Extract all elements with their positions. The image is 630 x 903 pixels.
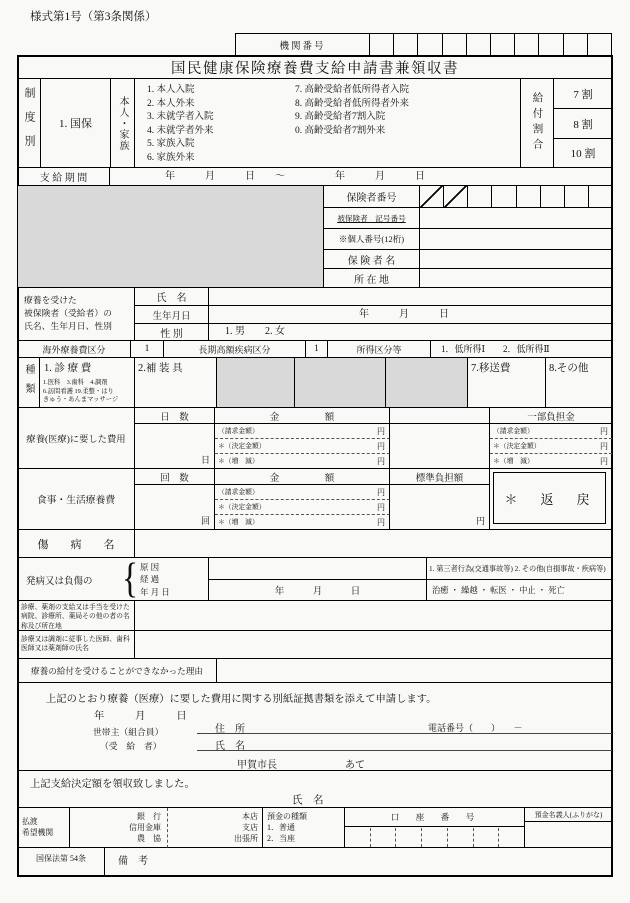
claim-label: （請求金額）	[218, 428, 259, 435]
bank-type: 銀 行	[137, 812, 161, 821]
benefit-ratio-label-text: 給付割合	[531, 92, 543, 154]
henrei-cell	[490, 469, 612, 530]
doctor-label-line: 診療又は調剤に従事した医師、歯科	[21, 636, 130, 643]
count-unit-label: 回	[200, 516, 210, 526]
onset-cause-options: 1. 第三者行為(交通事故等) 2. その他(自損事故・疾病等)	[427, 558, 612, 580]
type-item-1-note	[43, 379, 118, 405]
onset-label: 発病又は負傷の	[26, 577, 93, 587]
onset-progress-label: 経 過	[140, 574, 160, 585]
mayor-label: 甲賀市長	[237, 760, 277, 771]
digit-cell	[370, 34, 394, 55]
shaded-area	[18, 186, 324, 288]
henrei-box: ＊ 返 戻	[493, 472, 606, 524]
option-item: 7. 高齢受給者低所得者入院	[295, 85, 410, 95]
account-type-options	[263, 808, 345, 848]
onset-date-label: 年 月 日	[140, 586, 170, 597]
meal-claim-row	[215, 485, 390, 500]
insured-symbol-value-field	[420, 208, 612, 229]
account-type-line: 2．当座	[267, 834, 295, 843]
ratio-10: 10 割	[554, 139, 612, 168]
application-date-field: 年 月 日	[94, 711, 187, 722]
meal-adjust-row	[215, 515, 390, 530]
receipt-section	[18, 771, 612, 808]
digit-cell	[499, 828, 524, 847]
yen-label: 円	[377, 503, 385, 512]
digit-cell	[345, 828, 371, 847]
account-holder-cell	[525, 808, 612, 848]
digit-cell	[517, 186, 541, 207]
burden-decided-row	[490, 439, 612, 454]
income-category-value: 1．低所得Ⅰ 2．低所得Ⅱ	[431, 341, 612, 358]
system-options-right	[295, 84, 409, 138]
system-options-left	[147, 84, 214, 166]
yen-label: 円	[377, 518, 385, 527]
address-label: 住 所	[215, 724, 245, 735]
digit-cell-slash	[444, 186, 468, 207]
personal-number-value-field	[420, 229, 612, 250]
onset-outcome-options: 治癒 ・ 繰越 ・ 転医 ・ 中止 ・ 死亡	[427, 580, 612, 601]
digit-cell	[467, 34, 491, 55]
patient-label-line: 療養を受けた	[24, 295, 77, 305]
account-number-label: 口 座 番 号	[345, 808, 524, 827]
claim-label: （請求金額）	[493, 428, 534, 435]
patient-birth-label: 生年月日	[135, 306, 209, 324]
insurer-digit-row	[420, 186, 612, 207]
phone-label: 電話番号（ ） －	[428, 723, 523, 733]
form-style-note: 様式第1号（第3条関係）	[30, 11, 157, 23]
decided-label: ＊（決定金額）	[218, 443, 266, 450]
digit-cell	[515, 34, 539, 55]
onset-bracket-lines	[140, 561, 170, 598]
ate-label: あて	[345, 760, 365, 771]
member-type-label-text: 本人・家族	[117, 95, 128, 151]
medical-amount-header: 金 額	[215, 408, 390, 424]
meal-decided-row	[215, 500, 390, 515]
org-number-label: 機関番号	[235, 33, 370, 56]
digit-cell	[371, 828, 397, 847]
adjust-label: ＊（増 減）	[493, 458, 534, 465]
receipt-statement: 上記支給決定額を領収致しました。	[30, 779, 195, 790]
insured-symbol-label	[324, 208, 420, 229]
application-section	[18, 683, 612, 771]
digit-cell	[589, 186, 612, 207]
yen-label: 円	[377, 442, 385, 451]
medical-decided-row	[215, 439, 390, 454]
days-unit-label: 日	[200, 455, 210, 465]
system-type-value: 1. 国保	[41, 79, 111, 168]
patient-gender-label: 性 別	[135, 324, 209, 341]
meal-count-header: 回 数	[135, 469, 215, 485]
period-label: 支 給 期 間	[18, 168, 110, 186]
option-item: 9. 高齢受給者7割入院	[295, 112, 386, 123]
payment-label-line: 払渡	[22, 817, 38, 826]
org-number-digit-row	[370, 34, 611, 55]
address-line	[197, 719, 612, 734]
digit-cell	[468, 186, 492, 207]
type-item-2: 2.補 装 具	[135, 358, 217, 408]
type-note-line: きゅう・あんまマッサージ	[43, 396, 119, 404]
meal-standard-header: 標準負担額	[390, 469, 490, 485]
yen-label: 円	[600, 457, 608, 466]
provider-label	[18, 601, 135, 631]
digit-cell	[422, 828, 448, 847]
type-item-1-title: 1. 診 療 費	[44, 363, 92, 374]
option-item: 8. 高齢受給者低所得者外来	[295, 98, 410, 109]
patient-label-line: 氏名、生年月日、性別	[24, 321, 112, 331]
medical-blank-field	[390, 424, 490, 469]
period-value-field: 年 月 日 ～ 年 月 日	[110, 168, 612, 186]
meal-count-field	[135, 485, 215, 530]
type-shaded-cell	[295, 358, 386, 408]
yen-label: 円	[377, 457, 385, 466]
member-type-label	[111, 79, 135, 168]
longterm-category-value: 1	[306, 341, 328, 358]
provider-label-line: 診療、薬剤の支給又は手当を受けた	[21, 604, 130, 611]
longterm-category-label: 長期高額疾病区分	[164, 341, 306, 358]
option-item: 5. 家族入院	[147, 139, 195, 150]
law-reference-label: 国保法第 54条	[18, 848, 105, 876]
insurer-number-label: 保険者番号	[324, 186, 420, 208]
branch-type: 出張所	[234, 834, 258, 843]
doctor-label	[18, 631, 135, 659]
digit-cell	[564, 34, 588, 55]
insurer-name-label: 保 険 者 名	[324, 250, 420, 269]
account-number-digits	[345, 828, 524, 847]
overseas-category-value: 1	[131, 341, 164, 358]
medical-cost-label: 療養(医療)に要した費用	[18, 408, 135, 469]
medical-days-field	[135, 424, 215, 469]
burden-claim-row	[490, 424, 612, 439]
digit-cell-slash	[420, 186, 444, 207]
account-holder-label: 預金名義人(ふりがな)	[525, 808, 612, 822]
patient-birth-value-field: 年 月 日	[209, 306, 612, 324]
account-number-cell	[345, 808, 525, 848]
type-shaded-cell	[217, 358, 295, 408]
patient-gender-value: 1. 男 2. 女	[209, 324, 612, 341]
type-item-7: 7.移送費	[468, 358, 546, 408]
decided-label: ＊（決定金額）	[218, 504, 266, 511]
medical-days-header: 日 数	[135, 408, 215, 424]
application-statement: 上記のとおり療養（医療）に要した費用に関する別紙証拠書類を添えて申請します。	[46, 694, 437, 705]
type-item-1	[40, 358, 135, 408]
doctor-field	[135, 631, 612, 659]
doctor-label-line: 医師又は薬剤師の氏名	[21, 645, 89, 653]
type-note-line: 6.訪問看護 19.柔整・はり	[43, 387, 114, 395]
branch-type: 本店	[242, 812, 258, 821]
meal-amount-header: 金 額	[215, 469, 390, 485]
option-item: 1. 本人入院	[147, 85, 195, 95]
type-item-8: 8.その他	[546, 358, 612, 408]
digit-cell	[588, 34, 611, 55]
digit-cell	[418, 34, 442, 55]
digit-cell	[541, 186, 565, 207]
onset-cause-field	[209, 558, 427, 580]
bank-type: 信用金庫	[129, 823, 161, 832]
option-item: 0. 高齢受給者7割外来	[295, 125, 386, 136]
yen-label: 円	[600, 442, 608, 451]
patient-label-line: 被保険者（受給者）の	[24, 308, 112, 318]
recipient-label: （受 給 者）	[100, 741, 162, 751]
yen-label: 円	[377, 427, 385, 436]
disease-name-field	[135, 530, 612, 558]
type-label-text: 種類	[23, 363, 34, 402]
digit-cell	[396, 828, 422, 847]
onset-brace: {	[122, 556, 139, 602]
yen-label: 円	[600, 427, 608, 436]
meal-cost-label: 食事・生活療養費	[18, 469, 135, 530]
claim-label: （請求金額）	[218, 489, 259, 496]
digit-cell	[491, 34, 515, 55]
system-type-label	[18, 79, 41, 168]
account-type-line: 預金の種類	[267, 812, 307, 821]
bank-type-options	[70, 808, 168, 848]
insurer-address-label: 所 在 地	[324, 269, 420, 288]
type-shaded-cell	[386, 358, 468, 408]
reason-label: 療養の給付を受けることができなかった理由	[18, 659, 217, 683]
yen-label: 円	[475, 516, 485, 526]
option-item: 3. 未就学者入院	[147, 112, 214, 123]
remarks-cell	[105, 848, 612, 876]
adjust-label: ＊（増 減）	[218, 519, 259, 526]
account-type-line: 1．普通	[267, 823, 295, 832]
patient-name-label: 氏 名	[135, 288, 209, 306]
digit-cell	[539, 34, 563, 55]
insured-symbol-label-text: 被保険者 記号番号	[337, 213, 406, 223]
applicant-name-label: 氏 名	[215, 741, 245, 752]
ratio-7: 7 割	[554, 79, 612, 109]
reason-field	[217, 659, 612, 683]
insurer-name-value-field	[420, 250, 612, 269]
meal-standard-field	[390, 485, 490, 530]
digit-cell	[492, 186, 516, 207]
personal-number-label: ※個人番号(12桁)	[324, 229, 420, 250]
option-item: 6. 家族外来	[147, 152, 195, 163]
provider-label-line: 称及び所在地	[21, 622, 62, 630]
medical-adjust-row	[215, 454, 390, 469]
income-category-label: 所得区分等	[328, 341, 431, 358]
branch-type-options	[168, 808, 263, 848]
account-digit-row	[345, 828, 524, 847]
medical-blank-header	[390, 408, 490, 424]
onset-date-field: 年 月 日	[209, 580, 427, 601]
burden-adjust-row	[490, 454, 612, 469]
payment-institution-label	[18, 808, 70, 848]
option-item: 4. 未就学者外来	[147, 125, 214, 136]
adjust-label: ＊（増 減）	[218, 458, 259, 465]
medical-burden-header: 一部負担金	[490, 408, 612, 424]
insurer-address-value-field	[420, 269, 612, 288]
receipt-name-label: 氏 名	[292, 795, 324, 806]
patient-block-label	[18, 288, 135, 341]
digit-cell	[565, 186, 589, 207]
onset-cause-label: 原 因	[140, 562, 160, 572]
benefit-ratio-label	[521, 79, 554, 168]
digit-cell	[448, 828, 474, 847]
provider-label-line: 病院、診療所、薬局その他の者の名	[21, 613, 130, 621]
decided-label: ＊（決定金額）	[493, 443, 541, 450]
form-title: 国民健康保険療養費支給申請書兼領収書	[18, 56, 612, 79]
system-options-cell	[135, 79, 521, 168]
ratio-8: 8 割	[554, 109, 612, 139]
householder-label: 世帯主（組合員）	[93, 727, 164, 737]
bank-type: 農 協	[137, 834, 161, 843]
onset-label-cell	[18, 558, 209, 601]
branch-type: 支店	[242, 823, 258, 832]
overseas-category-label: 海外療養費区分	[18, 341, 131, 358]
insurer-number-cells	[420, 186, 612, 208]
disease-name-label: 傷 病 名	[18, 530, 135, 558]
digit-cell	[443, 34, 467, 55]
type-note-line: 1.医科 3.歯科 4.調剤	[43, 379, 108, 387]
provider-field	[135, 601, 612, 631]
digit-cell	[394, 34, 418, 55]
org-number-cells	[369, 33, 612, 56]
type-label	[18, 358, 40, 408]
name-line	[197, 736, 612, 751]
option-item: 2. 本人外来	[147, 98, 195, 109]
medical-claim-row	[215, 424, 390, 439]
system-type-label-text: 制度別	[23, 87, 35, 159]
yen-label: 円	[377, 488, 385, 497]
payment-label-line: 希望機関	[22, 828, 54, 837]
patient-name-value-field	[209, 288, 612, 306]
remarks-label: 備 考	[118, 856, 148, 867]
digit-cell	[474, 828, 500, 847]
